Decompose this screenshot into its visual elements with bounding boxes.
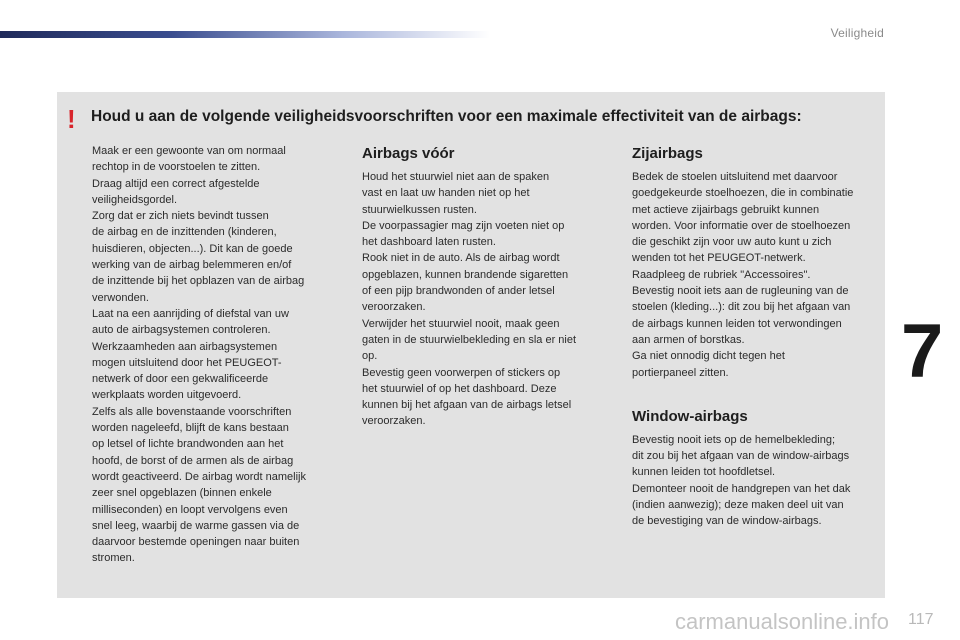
text-line: zeer snel opgeblazen (binnen enkele <box>92 487 272 500</box>
text-line: Raadpleeg de rubriek "Accessoires". <box>632 268 811 281</box>
side-airbags-title: Zijairbags <box>632 145 703 162</box>
text-line: (indien aanwezig); deze maken deel uit van <box>632 499 844 512</box>
text-line: kunnen bij het afgaan van de airbags letsel <box>362 399 572 412</box>
text-line: Demonteer nooit de handgrepen van het dak <box>632 482 851 495</box>
text-line: het stuurwiel of op het dashboard. Deze <box>362 382 557 395</box>
text-line: op letsel of lichte brandwonden aan het <box>92 438 284 451</box>
text-line: wordt geactiveerd. De airbag wordt namelijk <box>92 470 306 483</box>
text-line: veroorzaken. <box>362 301 426 314</box>
intro-column <box>92 143 342 567</box>
text-line: Laat na een aanrijding of diefstal van uw <box>92 307 289 320</box>
text-line: huisdieren, objecten...). Dit kan de goede <box>92 242 293 255</box>
text-line: Bedek de stoelen uitsluitend met daarvoor <box>632 171 838 183</box>
text-line: de inzittende bij het opblazen van de airbag <box>92 275 305 288</box>
header-accent-bar <box>0 31 490 38</box>
panel-heading: Houd u aan de volgende veiligheidsvoorschriften voor een maximale effectiviteit van de airbags: <box>91 108 802 125</box>
text-line: Rook niet in de auto. Als de airbag wordt <box>362 252 560 265</box>
text-line: verwonden. <box>92 291 149 304</box>
text-line: het dashboard laten rusten. <box>362 236 496 249</box>
watermark: carmanualsonline.info <box>675 609 890 634</box>
text-line: stuurwielkussen rusten. <box>362 203 477 216</box>
text-line: De voorpassagier mag zijn voeten niet op <box>362 219 565 232</box>
text-line: stoelen (kleding...): dit zou bij het afgaan van <box>632 301 851 314</box>
text-line: op. <box>362 350 378 363</box>
text-line: met actieve zijairbags gebruikt kunnen <box>632 203 820 216</box>
text-line: stromen. <box>92 552 135 565</box>
text-line: rechtop in de voorstoelen te zitten. <box>92 161 261 174</box>
text-line: Bevestig nooit iets op de hemelbekleding; <box>632 433 836 446</box>
text-line: Houd het stuurwiel niet aan de spaken <box>362 171 550 183</box>
text-line: de airbags kunnen leiden tot verwondingen <box>632 317 842 330</box>
text-line: Bevestig nooit iets aan de rugleuning van de <box>632 285 849 298</box>
text-line: auto de airbagsystemen controleren. <box>92 324 271 337</box>
text-line: Ga niet onnodig dicht tegen het <box>632 350 785 363</box>
text-line: snel leeg, waarbij de warme gassen via de <box>92 519 300 532</box>
window-airbags-title: Window-airbags <box>632 407 748 425</box>
text-line: Bevestig geen voorwerpen of stickers op <box>362 366 561 379</box>
text-line: Zelfs als alle bovenstaande voorschriften <box>92 405 292 418</box>
text-line: veroorzaken. <box>362 415 426 428</box>
text-line: die geschikt zijn voor uw auto kunt u zich <box>632 236 832 249</box>
text-line: daarvoor bestemde openingen naar buiten <box>92 536 300 549</box>
text-line: milliseconden) en loopt vervolgens even <box>92 503 288 516</box>
text-line: Werkzaamheden aan airbagsystemen <box>92 340 278 353</box>
text-line: aan armen of borstkas. <box>632 333 745 346</box>
text-line: werkplaats worden uitgevoerd. <box>92 389 242 402</box>
warning-exclamation-icon: ! <box>67 104 76 134</box>
side-airbags-column <box>632 144 882 530</box>
front-airbags-column <box>362 144 610 430</box>
text-line: werking van de airbag belemmeren en/of <box>92 259 292 272</box>
text-line: worden nageleefd, blijft de kans bestaan <box>92 422 289 435</box>
text-line: dit zou bij het afgaan van de window-airbags <box>632 450 850 463</box>
text-line: opgeblazen, kunnen brandende sigaretten <box>362 268 569 281</box>
text-line: Zorg dat er zich niets bevindt tussen <box>92 210 269 223</box>
text-line: de bevestiging van de window-airbags. <box>632 515 822 528</box>
text-line: de airbag en de inzittenden (kinderen, <box>92 226 277 239</box>
text-line: of een pijp brandwonden of ander letsel <box>362 285 555 298</box>
chapter-number: 7 <box>901 309 944 394</box>
text-line: worden. Voor informatie over de stoelhoezen <box>632 219 851 232</box>
side-airbags-text <box>632 169 882 381</box>
text-line: mogen uitsluitend door het PEUGEOT- <box>92 356 282 369</box>
text-line: wenden tot het PEUGEOT-netwerk. <box>632 252 806 265</box>
text-line: vast en laat uw handen niet op het <box>362 187 530 200</box>
text-line: goedgekeurde stoelhoezen, die in combinatie <box>632 187 854 200</box>
front-airbags-text <box>362 169 610 430</box>
text-line: hoofd, de borst of de armen als de airbag <box>92 454 294 467</box>
text-line: veiligheidsgordel. <box>92 193 177 206</box>
text-line: Maak er een gewoonte van om normaal <box>92 145 286 157</box>
section-title: Veiligheid <box>830 26 884 40</box>
text-line: Draag altijd een correct afgestelde <box>92 177 260 190</box>
page-number: 117 <box>908 611 934 628</box>
text-line: Verwijder het stuurwiel nooit, maak geen <box>362 317 560 330</box>
window-airbags-text <box>632 432 882 530</box>
intro-text <box>92 143 342 567</box>
text-line: kunnen leiden tot hoofdletsel. <box>632 466 776 479</box>
text-line: gaten in de stuurwielbekleding en sla er niet <box>362 333 577 346</box>
front-airbags-title: Airbags vóór <box>362 145 455 162</box>
text-line: netwerk of door een gekwalificeerde <box>92 373 269 386</box>
text-line: portierpaneel zitten. <box>632 366 729 379</box>
